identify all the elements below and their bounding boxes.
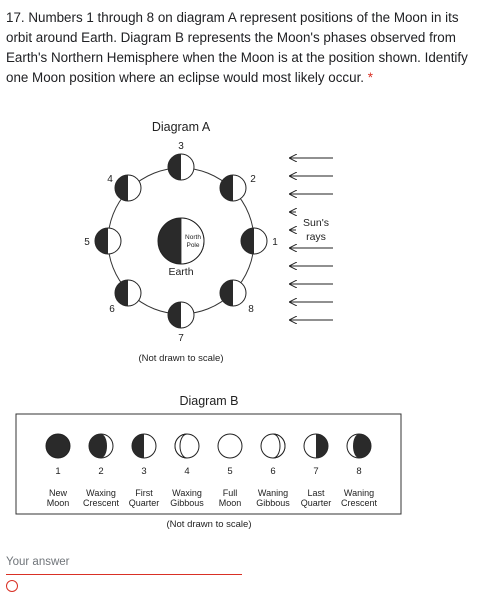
phase-name-5a: Full [222, 488, 238, 498]
phase-waxing-gibbous [175, 434, 199, 458]
phase-number-7: 7 [313, 466, 319, 477]
phase-name-7b: Quarter [300, 498, 332, 508]
phase-name-3a: First [135, 488, 153, 498]
position-label-6: 6 [109, 304, 115, 315]
phase-name-6b: Gibbous [256, 498, 290, 508]
phase-number-1: 1 [55, 466, 61, 477]
phase-new-moon [46, 434, 70, 458]
phase-name-2b: Crescent [82, 498, 120, 508]
earth-label: Earth [168, 266, 194, 278]
phase-waning-crescent [347, 434, 371, 458]
phase-number-6: 6 [270, 466, 276, 477]
moon-position-3 [168, 154, 194, 180]
position-label-7: 7 [178, 333, 184, 344]
phase-number-8: 8 [356, 466, 362, 477]
phase-name-8a: Waning [343, 488, 375, 498]
phase-waxing-crescent [89, 434, 113, 458]
moon-position-8 [220, 280, 246, 306]
sun-rays-label-2: rays [306, 231, 326, 243]
moon-position-2 [220, 175, 246, 201]
position-label-3: 3 [178, 141, 184, 152]
position-label-5: 5 [84, 237, 90, 248]
answer-underline [6, 574, 242, 575]
phase-name-1b: Moon [46, 498, 70, 508]
phase-name-4b: Gibbous [170, 498, 204, 508]
diagram-a-note: (Not drawn to scale) [138, 353, 224, 364]
earth [158, 218, 204, 264]
moon-position-1 [241, 228, 267, 254]
phase-number-2: 2 [98, 466, 104, 477]
phase-name-2a: Waxing [86, 488, 116, 498]
required-marker: * [367, 70, 373, 85]
phase-first-quarter [132, 434, 156, 458]
answer-input[interactable]: Your answer [6, 556, 70, 568]
position-label-2: 2 [250, 174, 256, 185]
position-label-1: 1 [272, 237, 278, 248]
position-label-4: 4 [107, 174, 113, 185]
phase-name-1a: New [48, 488, 68, 498]
moon-position-5 [95, 228, 121, 254]
phase-waning-gibbous [261, 434, 285, 458]
diagram-b-title: Diagram B [179, 394, 239, 408]
error-icon [6, 580, 18, 592]
moon-position-7 [168, 302, 194, 328]
phase-full-moon [218, 434, 242, 458]
phase-last-quarter [304, 434, 328, 458]
diagram-b-note: (Not drawn to scale) [166, 519, 252, 530]
north-pole-label-1: North [185, 234, 201, 241]
phase-number-5: 5 [227, 466, 233, 477]
phase-name-7a: Last [307, 488, 325, 498]
sun-rays-label-1: Sun's [303, 217, 329, 229]
phase-name-5b: Moon [218, 498, 242, 508]
phase-name-4a: Waxing [172, 488, 202, 498]
question-label: 17. Numbers 1 through 8 on diagram A represent positions of the Moon in its orbit around Earth. Diagram B represents the Moon's phases observed from Earth's Northern Hemisphere when the Moon is at the position shown. Identify one Moon position where an eclipse would most likely occur. [6, 10, 468, 85]
phase-name-8b: Crescent [340, 498, 378, 508]
phase-number-4: 4 [184, 466, 190, 477]
phase-number-3: 3 [141, 466, 147, 477]
north-pole-label-2: Pole [186, 242, 200, 249]
moon-position-6 [115, 280, 141, 306]
phase-name-6a: Waning [257, 488, 289, 498]
position-label-8: 8 [248, 304, 254, 315]
diagram-a-title: Diagram A [151, 120, 211, 134]
phase-name-3b: Quarter [128, 498, 160, 508]
moon-position-4 [115, 175, 141, 201]
